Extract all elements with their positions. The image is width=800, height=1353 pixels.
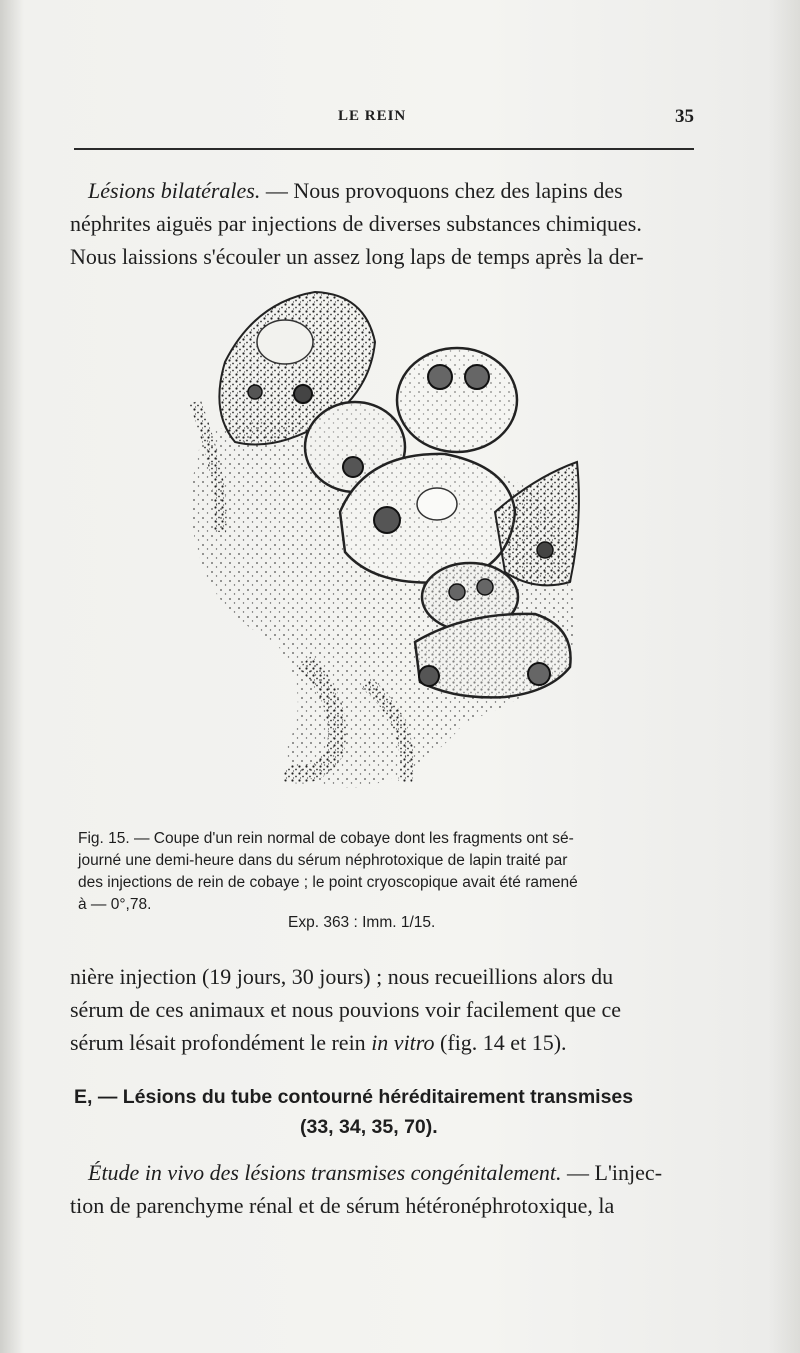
figure-caption xyxy=(78,828,696,916)
caption-line: des injections de rein de cobaye ; le point cryoscopique avait été ramené xyxy=(78,874,578,891)
section-heading xyxy=(74,1082,698,1142)
paragraph-serum-results xyxy=(70,960,698,1059)
paragraph-line: sérum lésait profondément le rein in vitro (fig. 14 et 15). xyxy=(70,1030,567,1055)
paragraph-line: Lésions bilatérales. — Nous provoquons chez des lapins des xyxy=(88,178,623,203)
header-rule xyxy=(74,148,694,150)
paragraph-line: tion de parenchyme rénal et de sérum hétéronéphrotoxique, la xyxy=(70,1193,615,1218)
paragraph-line: nière injection (19 jours, 30 jours) ; nous recueillions alors du xyxy=(70,964,614,989)
section-heading-line: E, — Lésions du tube contourné héréditairement transmises xyxy=(74,1086,634,1108)
running-head: LE REIN xyxy=(338,108,407,124)
section-heading-refs: (33, 34, 35, 70). xyxy=(300,1116,438,1138)
page-number: 35 xyxy=(675,106,694,127)
italic-lead: Étude in vivo des lésions transmises congénitalement. xyxy=(88,1160,562,1185)
italic-lead: Lésions bilatérales. xyxy=(88,178,261,203)
page-header xyxy=(74,106,694,132)
caption-experiment-ref: Exp. 363 : Imm. 1/15. xyxy=(288,914,436,931)
paragraph-line: Étude in vivo des lésions transmises congénitalement. — L'injec- xyxy=(88,1160,663,1185)
kidney-section-illustration xyxy=(165,282,585,807)
caption-line: journé une demi-heure dans du sérum néphrotoxique de lapin traité par xyxy=(78,852,568,869)
caption-line: à — 0°,78. xyxy=(78,896,152,913)
paragraph-line: Nous laissions s'écouler un assez long laps de temps après la der- xyxy=(70,244,644,269)
paragraph-in-vivo-study xyxy=(70,1156,698,1222)
caption-line: Fig. 15. — Coupe d'un rein normal de cobaye dont les fragments ont sé- xyxy=(78,830,574,847)
italic-term: in vitro xyxy=(371,1030,435,1055)
paragraph-bilateral-lesions xyxy=(70,174,698,273)
paragraph-line: néphrites aiguës par injections de diverses substances chimiques. xyxy=(70,211,642,236)
paragraph-line: sérum de ces animaux et nous pouvions voir facilement que ce xyxy=(70,997,622,1022)
